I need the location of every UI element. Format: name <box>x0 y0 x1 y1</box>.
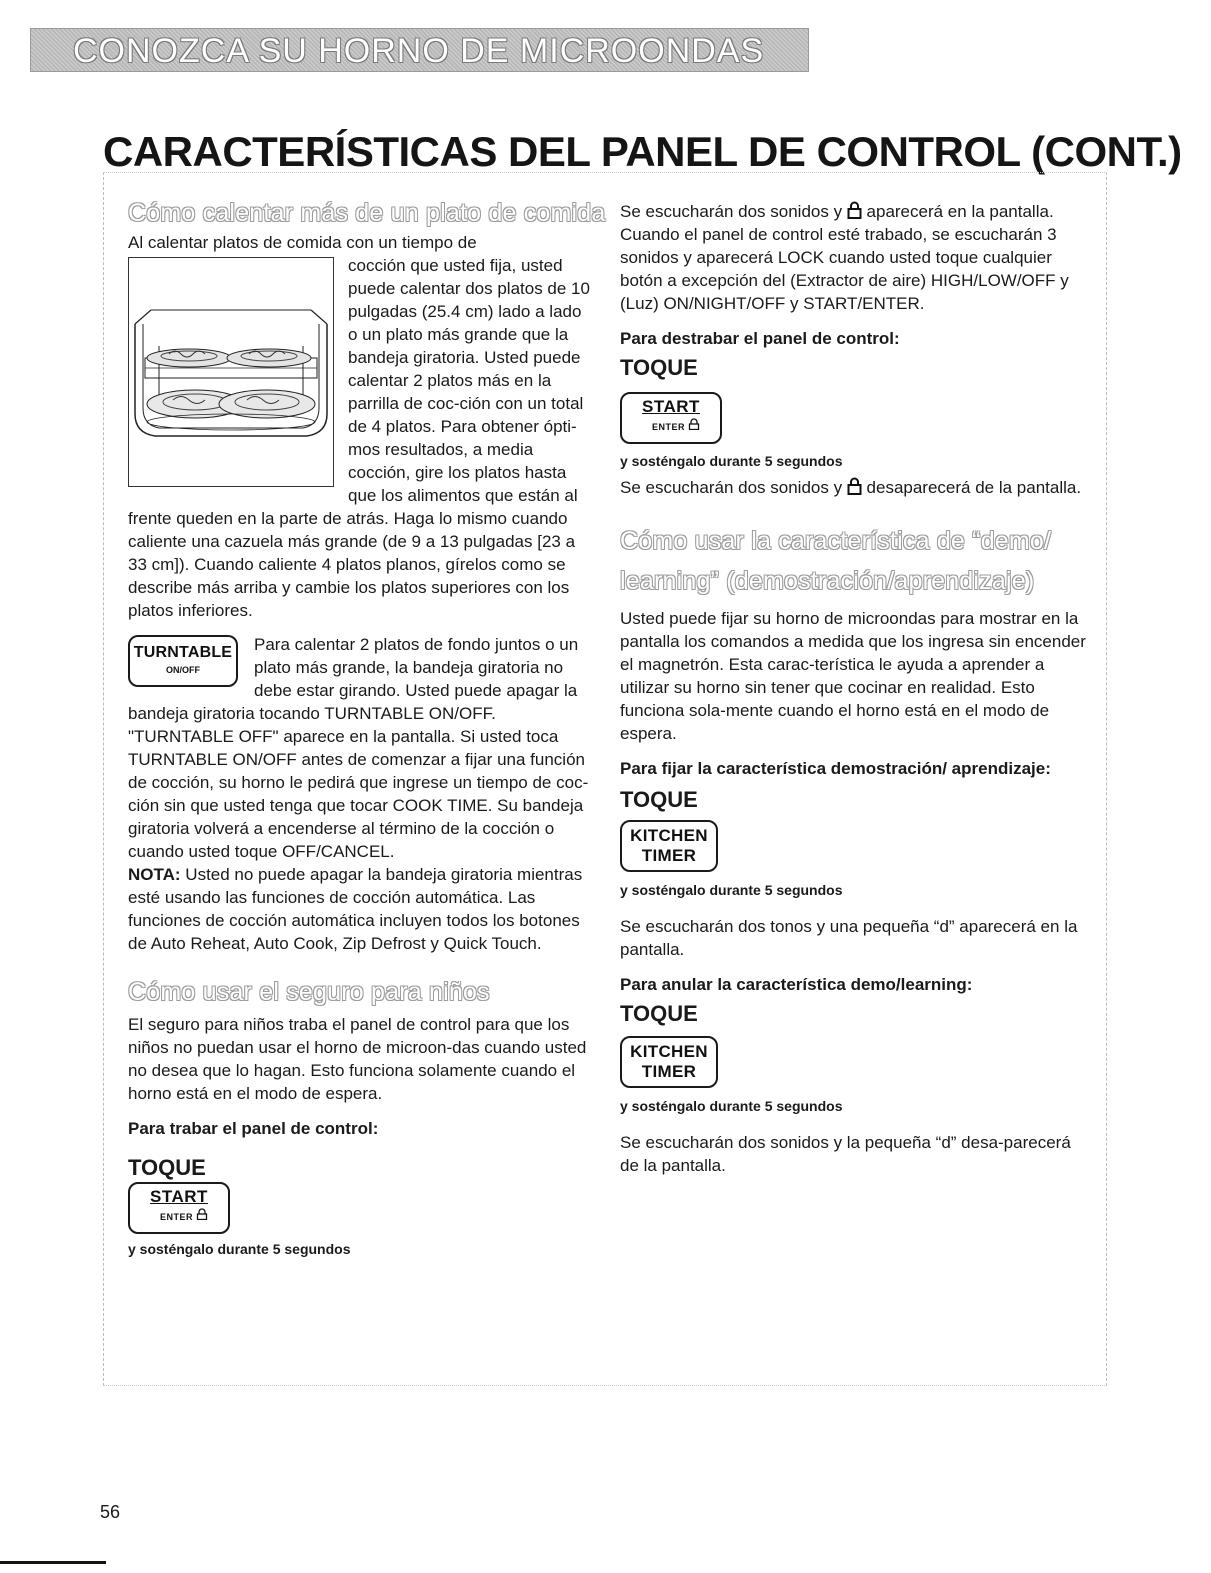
turntable-on-off-key <box>128 635 238 687</box>
lock-icon <box>688 418 700 430</box>
start-enter-key-lock <box>128 1182 230 1234</box>
paragraph-heat-multiple-plates: cocción que usted fija, usted puede calentar dos platos de 10 pulgadas (25.4 cm) lado a lado o un plato más grande que la bandeja giratoria. Usted puede calentar 2 platos más en la parrilla de coc-ción con un total de 4 platos. Para obtener ópti-mos resultados, a media cocción, gire los platos hasta que los alimentos que están al frente queden en la parte de atrás. Haga lo mismo cuando caliente una cazuela más grande (de 9 a 13 pulgadas [23 a 33 cm]). Cuando caliente 4 platos planos, gírelos como se describe más arriba y cambie los platos superiores con los platos inferiores. <box>128 256 590 620</box>
lock-icon <box>196 1208 208 1220</box>
heading-heat-multiple-plates: Cómo calentar más de un plato de comida <box>128 199 606 227</box>
heading-child-lock: Cómo usar el seguro para niños <box>128 978 490 1006</box>
kitchen-timer-key-cancel <box>620 1036 718 1088</box>
paragraph-turntable-off: Para calentar 2 platos de fondo juntos o un plato más grande, la bandeja giratoria no debe estar girando. Usted puede apagar la bandeja giratoria tocando TURNTABLE ON/OFF. "TURNTABLE OFF" aparece en la pantalla. Si usted toca TURNTABLE ON/OFF antes de comenzar a fijar una función de cocción, su horno le pedirá que ingrese un tiempo de coc-ción sin que usted tenga que tocar COOK TIME. Su bandeja giratoria volverá a encenderse al término de la cocción o cuando usted toque OFF/CANCEL. <box>128 635 589 861</box>
paragraph-unlock-result: Se escucharán dos sonidos y desaparecerá de la pantalla. <box>620 478 1082 497</box>
start-key-label: START <box>642 397 700 416</box>
subheading-unlock-panel: Para destrabar el panel de control: <box>620 329 900 348</box>
paragraph-intro: Al calentar platos de comida con un tiempo de <box>128 233 477 252</box>
page-number: 56 <box>100 1502 121 1522</box>
hold-note-unlock: y sosténgalo durante 5 segundos <box>620 453 843 469</box>
note-label: NOTA: <box>128 865 181 884</box>
toque-label-set-demo: TOQUE <box>620 787 698 812</box>
enter-key-label: ENTER <box>652 422 686 432</box>
paragraph-demo-learning: Usted puede fijar su horno de microondas para mostrar en la pantalla los comandos a medida que los ingresa sin encender el magnetrón. Esta carac-terística le ayuda a aprender a utilizar su horno sin tener que cocinar en realidad. Esto funciona sola-mente cuando el horno está en el modo de espera. <box>620 609 1086 743</box>
subheading-lock-panel: Para trabar el panel de control: <box>128 1119 379 1138</box>
start-key-label: START <box>150 1187 208 1206</box>
toque-label-cancel-demo: TOQUE <box>620 1001 698 1026</box>
timer-key-label: TIMER <box>641 1062 697 1081</box>
heading-demo-learning-line2: learning” (demostración/aprendizaje) <box>620 567 1035 595</box>
banner-text: CONOZCA SU HORNO DE MICROONDAS <box>73 32 765 70</box>
subheading-set-demo: Para fijar la característica demostración/ aprendizaje: <box>620 759 1051 778</box>
lock-icon <box>847 201 862 219</box>
paragraph-child-lock: El seguro para niños traba el panel de control para que los niños no puedan usar el horno de microon-das cuando usted no desea que lo hagan. Esto funciona solamente cuando el horno está en el modo de espera. <box>128 1015 587 1103</box>
left-column <box>128 196 606 1258</box>
lock-icon <box>847 477 862 495</box>
toque-label-lock: TOQUE <box>128 1155 206 1180</box>
note-text: Usted no puede apagar la bandeja giratoria mientras esté usando las funciones de cocción automática. Las funciones de cocción automática incluyen todos los botones de Auto Reheat, Auto Cook, Zip Defrost y Quick Touch. <box>128 865 583 953</box>
toque-label-unlock: TOQUE <box>620 355 698 380</box>
paragraph-demo-on: Se escucharán dos tonos y una pequeña “d” aparecerá en la pantalla. <box>620 917 1078 959</box>
kitchen-timer-key-set <box>620 820 718 872</box>
timer-key-label: TIMER <box>641 846 697 865</box>
page-title: CARACTERÍSTICAS DEL PANEL DE CONTROL (CONT.) <box>103 128 1182 175</box>
paragraph-lock-result: Se escucharán dos sonidos y aparecerá en la pantalla. Cuando el panel de control esté trabado, se escucharán 3 sonidos y aparecerá LOCK cuando usted toque cualquier botón a excepción del (Extractor de aire) HIGH/LOW/OFF y (Luz) ON/NIGHT/OFF y START/ENTER. <box>620 202 1069 313</box>
right-column <box>620 196 1086 1177</box>
kitchen-key-label: KITCHEN <box>630 826 708 845</box>
heading-demo-learning-line1: Cómo usar la característica de “demo/ <box>620 527 1052 555</box>
hold-note-set-demo: y sosténgalo durante 5 segundos <box>620 882 843 898</box>
oven-plates-illustration <box>128 257 334 487</box>
hold-note-cancel-demo: y sosténgalo durante 5 segundos <box>620 1098 843 1114</box>
paragraph-note <box>128 863 592 955</box>
subheading-cancel-demo: Para anular la característica demo/learning: <box>620 975 973 994</box>
kitchen-key-label: KITCHEN <box>630 1042 708 1061</box>
paragraph-demo-off: Se escucharán dos sonidos y la pequeña “d” desa-parecerá de la pantalla. <box>620 1133 1071 1175</box>
section-banner <box>30 28 809 72</box>
start-enter-key-unlock <box>620 392 722 444</box>
turntable-key-label: TURNTABLE <box>133 644 233 661</box>
corner-rule <box>0 1561 106 1564</box>
enter-key-label: ENTER <box>160 1212 194 1222</box>
turntable-key-sublabel: ON/OFF <box>166 665 200 675</box>
hold-note-lock: y sosténgalo durante 5 segundos <box>128 1241 351 1257</box>
